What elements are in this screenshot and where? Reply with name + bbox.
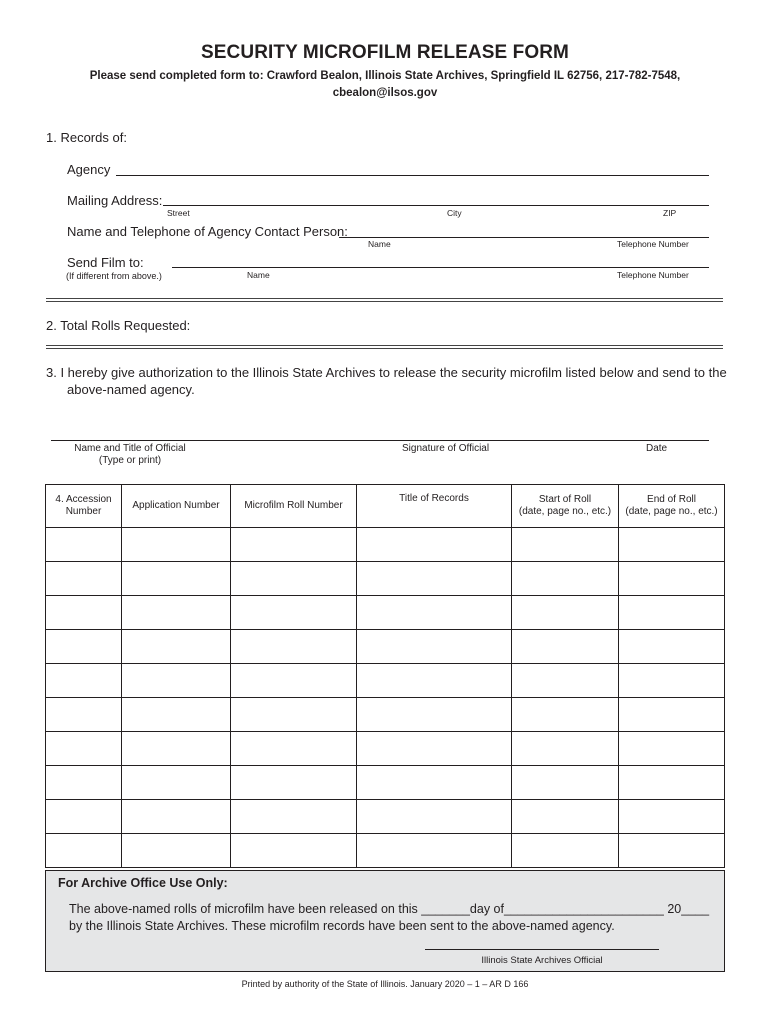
table-cell[interactable] (122, 732, 231, 766)
col-title-of-records: Title of Records (357, 485, 512, 528)
table-row (46, 630, 725, 664)
office-release-line-1: The above-named rolls of microfilm have been released on this _______day of_______________________ 20____ (69, 902, 710, 916)
table-cell[interactable] (357, 562, 512, 596)
table-cell[interactable] (231, 664, 357, 698)
table-cell[interactable] (357, 834, 512, 868)
table-cell[interactable] (46, 834, 122, 868)
table-row (46, 800, 725, 834)
table-row (46, 596, 725, 630)
table-cell[interactable] (122, 834, 231, 868)
table-cell[interactable] (122, 630, 231, 664)
authorization-line-2: above-named agency. (67, 382, 195, 397)
table-cell[interactable] (512, 630, 619, 664)
official-name-caption (50, 443, 210, 467)
table-body (46, 528, 725, 868)
contact-person-field[interactable] (339, 237, 709, 238)
mailing-address-field[interactable] (163, 205, 709, 206)
col-accession-number: 4. Accession Number (46, 485, 122, 528)
office-heading: For Archive Office Use Only: (58, 876, 228, 890)
table-cell[interactable] (619, 766, 725, 800)
official-type-note: (Type or print) (98, 455, 162, 466)
office-release-line-2: by the Illinois State Archives. These microfilm records have been sent to the above-named agency. (69, 919, 615, 933)
authorization-line-1: 3. I hereby give authorization to the Illinois State Archives to release the security microfilm listed below and send to the (46, 365, 727, 380)
send-to-line-1: Please send completed form to: Crawford Bealon, Illinois State Archives, Springfield IL 62756, 217-782-7548, (89, 70, 681, 82)
table-cell[interactable] (231, 732, 357, 766)
table-cell[interactable] (231, 562, 357, 596)
send-film-field[interactable] (172, 267, 709, 268)
date-caption: Date (646, 443, 668, 454)
table-cell[interactable] (122, 698, 231, 732)
contact-name-caption: Name (368, 239, 391, 249)
table-cell[interactable] (512, 562, 619, 596)
table-cell[interactable] (231, 766, 357, 800)
table-cell[interactable] (46, 562, 122, 596)
table-row (46, 562, 725, 596)
table-cell[interactable] (122, 800, 231, 834)
table-row (46, 766, 725, 800)
table-cell[interactable] (512, 800, 619, 834)
microfilm-table (45, 484, 725, 868)
send-name-caption: Name (247, 270, 270, 280)
official-signature-line[interactable] (51, 440, 709, 441)
send-to-instructions (80, 68, 690, 102)
table-cell[interactable] (619, 664, 725, 698)
table-cell[interactable] (357, 664, 512, 698)
table-row (46, 834, 725, 868)
table-cell[interactable] (512, 732, 619, 766)
table-cell[interactable] (46, 630, 122, 664)
section-1-heading: 1. Records of: (46, 130, 127, 145)
table-cell[interactable] (619, 834, 725, 868)
table-cell[interactable] (357, 698, 512, 732)
contact-person-label: Name and Telephone of Agency Contact Person: (67, 224, 348, 239)
table-cell[interactable] (512, 528, 619, 562)
table-row (46, 698, 725, 732)
table-cell[interactable] (122, 528, 231, 562)
send-film-note: (If different from above.) (66, 271, 162, 281)
table-cell[interactable] (357, 596, 512, 630)
table-cell[interactable] (231, 630, 357, 664)
zip-caption: ZIP (663, 208, 677, 218)
agency-label: Agency (67, 162, 111, 177)
col-microfilm-roll-number: Microfilm Roll Number (231, 485, 357, 528)
archive-office-box (45, 870, 725, 972)
table-row (46, 528, 725, 562)
city-caption: City (447, 208, 462, 218)
table-header-row (46, 485, 725, 528)
table-cell[interactable] (619, 732, 725, 766)
table-cell[interactable] (122, 596, 231, 630)
table-cell[interactable] (46, 732, 122, 766)
table-row (46, 664, 725, 698)
table-cell[interactable] (231, 528, 357, 562)
table-cell[interactable] (46, 698, 122, 732)
office-official-caption: Illinois State Archives Official (481, 955, 603, 966)
send-film-label: Send Film to: (67, 255, 144, 270)
send-telephone-caption: Telephone Number (617, 270, 689, 280)
mailing-address-label: Mailing Address: (67, 193, 163, 208)
street-caption: Street (167, 208, 190, 218)
section-divider-1 (46, 298, 723, 302)
table-cell[interactable] (357, 528, 512, 562)
agency-field[interactable] (116, 175, 709, 176)
send-to-line-2: cbealon@ilsos.gov (332, 87, 438, 99)
table-cell[interactable] (357, 766, 512, 800)
contact-telephone-caption: Telephone Number (617, 239, 689, 249)
table-cell[interactable] (619, 698, 725, 732)
table-row (46, 732, 725, 766)
table-cell[interactable] (619, 562, 725, 596)
table-cell[interactable] (357, 630, 512, 664)
signature-caption: Signature of Official (402, 443, 490, 454)
col-end-of-roll: End of Roll (date, page no., etc.) (619, 485, 725, 528)
col-start-of-roll: Start of Roll (date, page no., etc.) (512, 485, 619, 528)
table-cell[interactable] (619, 596, 725, 630)
office-official-signature-line[interactable] (425, 949, 659, 950)
section-2-heading: 2. Total Rolls Requested: (46, 318, 191, 333)
form-title: SECURITY MICROFILM RELEASE FORM (201, 42, 569, 63)
table-cell[interactable] (46, 664, 122, 698)
table-cell[interactable] (46, 528, 122, 562)
table-cell[interactable] (512, 766, 619, 800)
official-name-title: Name and Title of Official (74, 443, 186, 454)
table-cell[interactable] (512, 664, 619, 698)
table-cell[interactable] (122, 562, 231, 596)
table-cell[interactable] (619, 800, 725, 834)
table-cell[interactable] (231, 596, 357, 630)
footer-text: Printed by authority of the State of Illinois. January 2020 – 1 – AR D 166 (241, 979, 529, 989)
table-cell[interactable] (122, 664, 231, 698)
table-cell[interactable] (512, 596, 619, 630)
table-cell[interactable] (357, 800, 512, 834)
col-application-number: Application Number (122, 485, 231, 528)
table-cell[interactable] (357, 732, 512, 766)
table-cell[interactable] (512, 698, 619, 732)
table-cell[interactable] (619, 528, 725, 562)
table-cell[interactable] (231, 834, 357, 868)
table-cell[interactable] (46, 800, 122, 834)
table-cell[interactable] (231, 698, 357, 732)
table-cell[interactable] (46, 766, 122, 800)
table-cell[interactable] (512, 834, 619, 868)
section-divider-2 (46, 345, 723, 349)
table-cell[interactable] (231, 800, 357, 834)
table-cell[interactable] (619, 630, 725, 664)
table-cell[interactable] (46, 596, 122, 630)
table-cell[interactable] (122, 766, 231, 800)
